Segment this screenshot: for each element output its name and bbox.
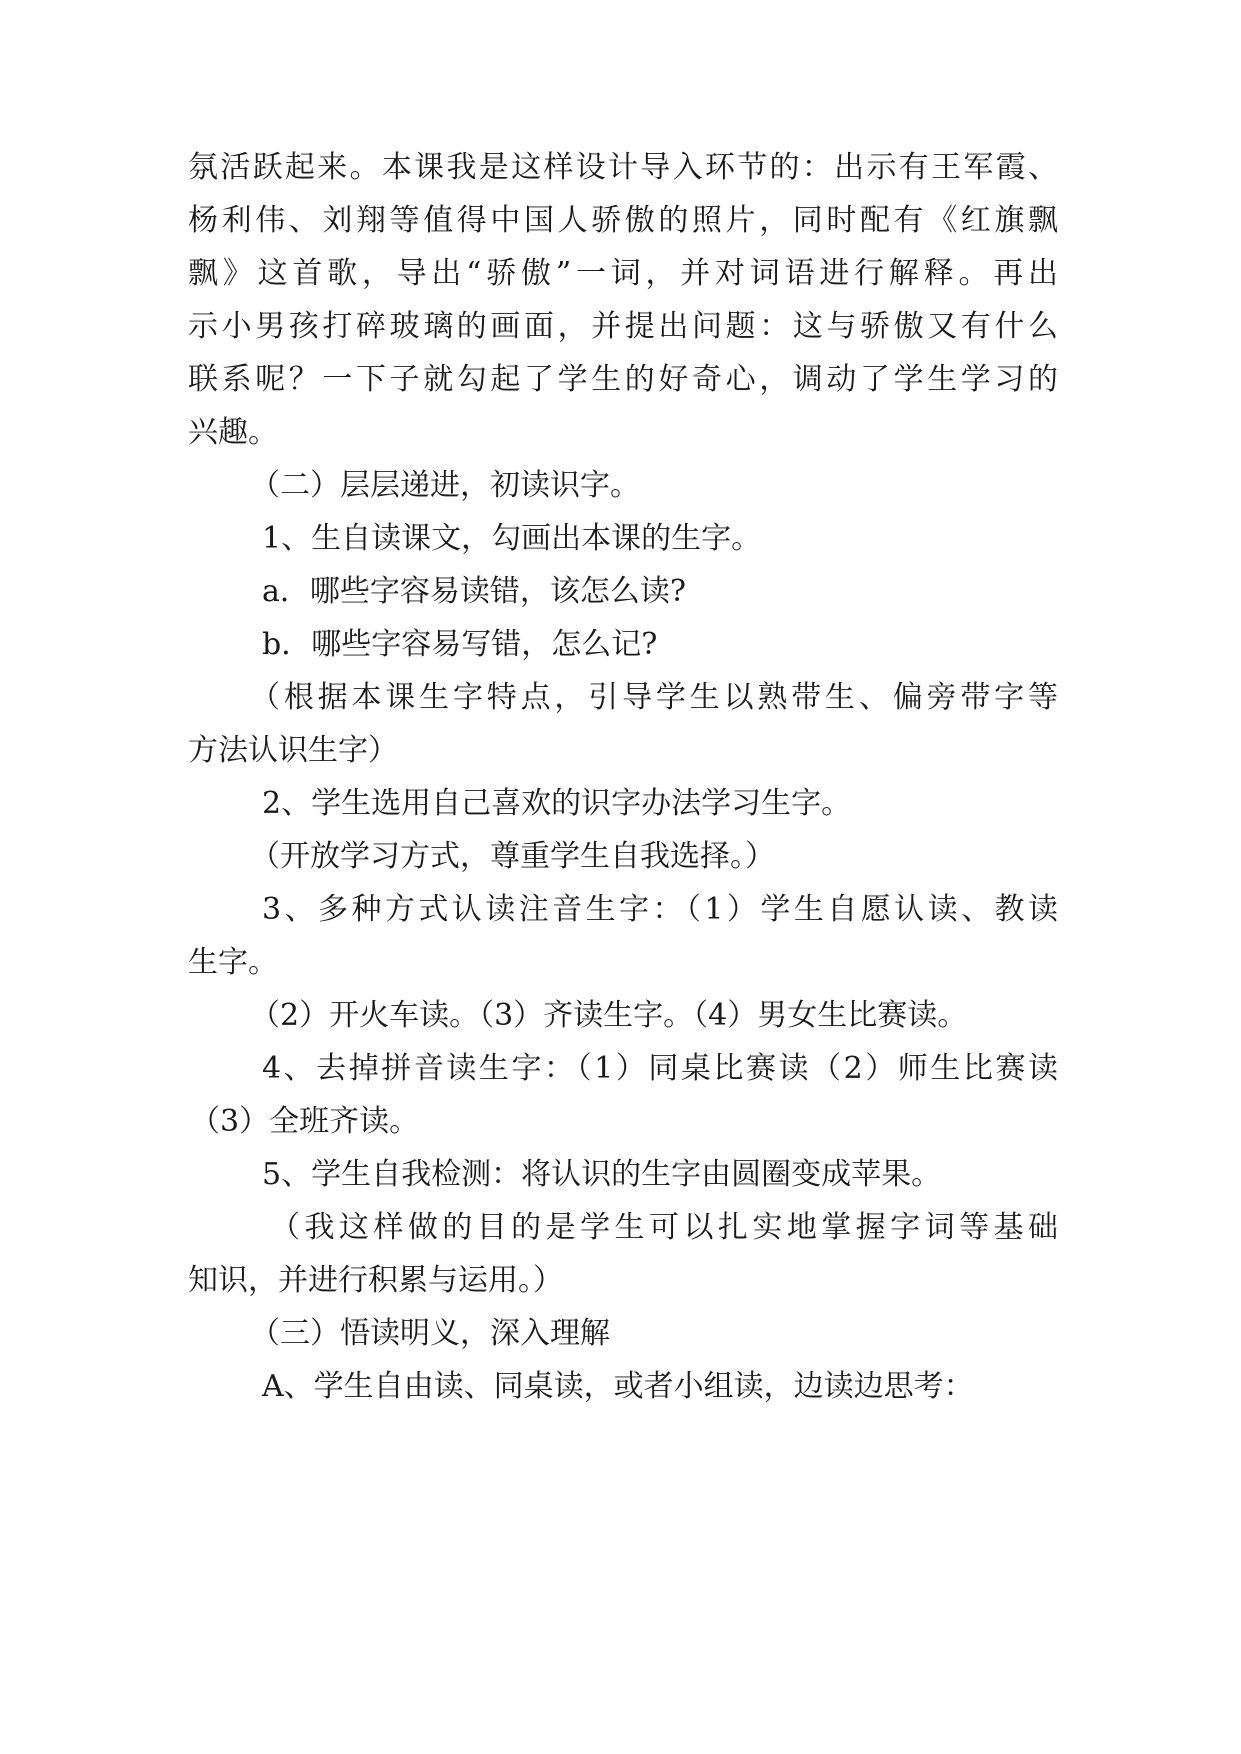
note-line-1: （根据本课生字特点，引导学生以熟带生、偏旁带字等 <box>250 680 1058 715</box>
step-3-line-3: （2）开火车读。（3）齐读生字。（4）男女生比赛读。 <box>250 998 968 1033</box>
note-line-2: 方法认识生字） <box>188 733 398 768</box>
step-1: 1、生自读课文，勾画出本课的生字。 <box>262 521 762 556</box>
step-4-line-2: （3）全班齐读。 <box>190 1104 420 1139</box>
step-3-line-2: 生字。 <box>188 945 278 980</box>
step-1-b: b．哪些字容易写错，怎么记? <box>262 627 658 662</box>
step-4-line-1: 4、去掉拼音读生字：（1）同桌比赛读（2）师生比赛读 <box>262 1051 1058 1086</box>
paragraph-line-2: 杨利伟、刘翔等值得中国人骄傲的照片，同时配有《红旗飘 <box>188 203 1058 238</box>
paragraph-line-4: 示小男孩打碎玻璃的画面，并提出问题：这与骄傲又有什么 <box>188 309 1058 344</box>
step-2-note: （开放学习方式，尊重学生自我选择。） <box>250 839 775 874</box>
step-a: A、学生自由读、同桌读，或者小组读，边读边思考： <box>262 1369 974 1404</box>
paragraph-line-5: 联系呢？一下子就勾起了学生的好奇心，调动了学生学习的 <box>188 362 1058 397</box>
paragraph-line-1: 氛活跃起来。本课我是这样设计导入环节的：出示有王军霞、 <box>188 150 1058 185</box>
paragraph-line-6: 兴趣。 <box>188 415 278 450</box>
section-heading-3: （三）悟读明义，深入理解 <box>250 1316 610 1351</box>
paragraph-line-3: 飘》这首歌，导出“骄傲”一词，并对词语进行解释。再出 <box>188 256 1058 291</box>
purpose-line-2: 知识，并进行积累与运用。） <box>188 1263 563 1298</box>
step-5: 5、学生自我检测：将认识的生字由圆圈变成苹果。 <box>262 1157 942 1192</box>
section-heading-2: （二）层层递进，初读识字。 <box>250 468 640 503</box>
purpose-line-1: （我这样做的目的是学生可以扎实地掌握字词等基础 <box>270 1210 1058 1245</box>
step-1-a: a．哪些字容易读错，该怎么读? <box>262 574 686 609</box>
step-3-line-1: 3、多种方式认读注音生字：（1）学生自愿认读、教读 <box>262 892 1058 927</box>
step-2: 2、学生选用自己喜欢的识字办法学习生字。 <box>262 786 852 821</box>
